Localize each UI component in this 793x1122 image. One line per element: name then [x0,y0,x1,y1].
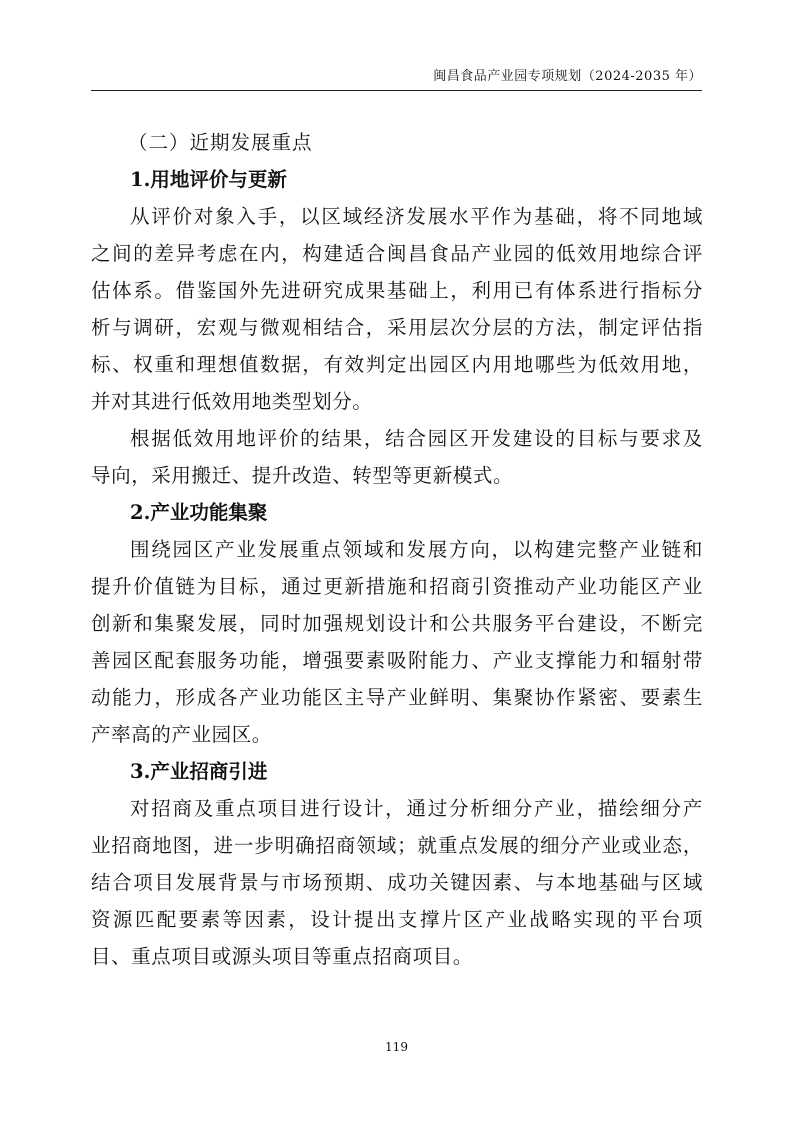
text-line: 提升价值链为目标，通过更新措施和招商引资推动产业功能区产业 [91,575,703,598]
paragraph [91,420,703,494]
text-line: 对招商及重点项目进行设计，通过分析细分产业，描绘细分产 [130,797,703,820]
subsection-title-land-evaluation: 1.用地评价与更新 [130,168,287,191]
paragraph [91,790,703,975]
subsection-title-industry-cluster: 2.产业功能集聚 [130,501,268,524]
header-title: 闽昌食品产业园专项规划（2024-2035 年） [433,69,702,84]
text-line: 围绕园区产业发展重点领域和发展方向，以构建完整产业链和 [130,538,703,561]
text-line: 标、权重和理想值数据，有效判定出园区内用地哪些为低效用地， [91,353,703,376]
paragraph [91,531,703,753]
subsection-title-investment-attraction: 3.产业招商引进 [130,760,268,783]
section-title: （二）近期发展重点 [128,131,313,154]
text-line: 并对其进行低效用地类型划分。 [91,390,373,413]
text-line: 善园区配套服务功能，增强要素吸附能力、产业支撑能力和辐射带 [91,649,703,672]
document-body [91,124,703,975]
text-line: 目、重点项目或源头项目等重点招商项目。 [91,945,473,968]
page-number: 119 [385,1040,408,1054]
paragraph [91,198,703,420]
text-line: 根据低效用地评价的结果，结合园区开发建设的目标与要求及 [130,427,703,450]
text-line: 资源匹配要素等因素，设计提出支撑片区产业战略实现的平台项 [91,908,703,931]
text-line: 导向，采用搬迁、提升改造、转型等更新模式。 [91,464,514,487]
text-line: 之间的差异考虑在内，构建适合闽昌食品产业园的低效用地综合评 [91,242,703,265]
text-line: 业招商地图，进一步明确招商领域；就重点发展的细分产业或业态， [91,834,703,857]
text-line: 估体系。借鉴国外先进研究成果基础上，利用已有体系进行指标分 [91,279,703,302]
text-line: 产率高的产业园区。 [91,723,272,746]
text-line: 结合项目发展背景与市场预期、成功关键因素、与本地基础与区域 [91,871,703,894]
page-header [91,64,702,91]
text-line: 动能力，形成各产业功能区主导产业鲜明、集聚协作紧密、要素生 [91,686,703,709]
text-line: 从评价对象入手，以区域经济发展水平作为基础，将不同地域 [130,205,703,228]
text-line: 析与调研，宏观与微观相结合，采用层次分层的方法，制定评估指 [91,316,703,339]
text-line: 创新和集聚发展，同时加强规划设计和公共服务平台建设，不断完 [91,612,703,635]
